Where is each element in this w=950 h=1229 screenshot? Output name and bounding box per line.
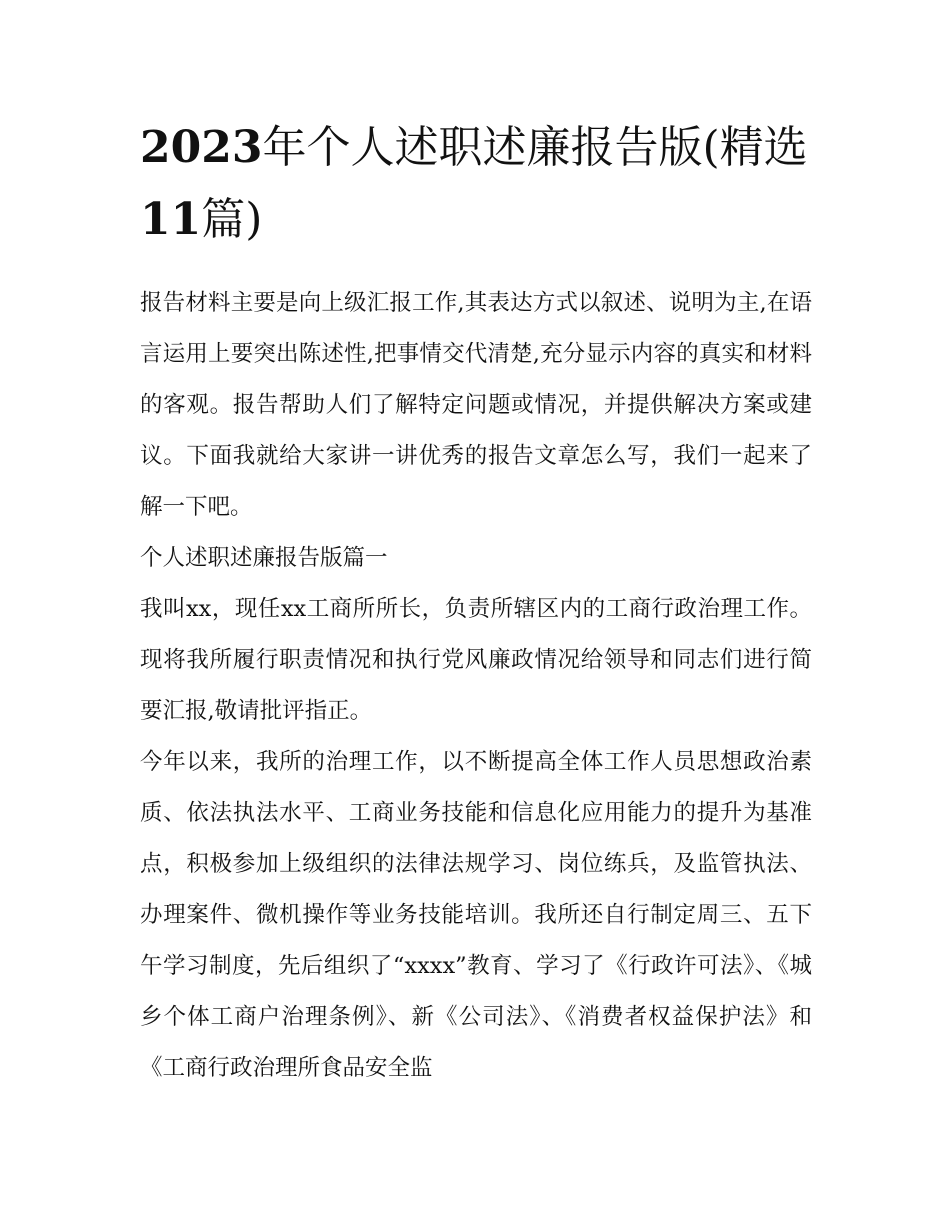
section-heading: 个人述职述廉报告版篇一 xyxy=(140,545,388,571)
title-text: 年个人述职述廉报告版(精选 xyxy=(262,122,808,173)
intro-paragraph: 报告材料主要是向上级汇报工作,其表达方式以叙述、说明为主,在语言运用上要突出陈述性,把事情交代清楚,充分显示内容的真实和材料的客观。报告帮助人们了解特定问题或情况，并提供解决方案或建议。下面我就给大家讲一讲优秀的报告文章怎么写，我们一起来了解一下吧。 xyxy=(140,290,812,520)
document-title xyxy=(140,112,812,256)
title-count: 11 xyxy=(140,194,202,245)
document-content xyxy=(140,112,812,1094)
title-suffix: 篇) xyxy=(201,194,263,245)
title-year: 2023 xyxy=(140,122,263,173)
body-paragraph-1: 我叫xx，现任xx工商所所长，负责所辖区内的工商行政治理工作。现将我所履行职责情况和执行党风廉政情况给领导和同志们进行简要汇报,敬请批评指正。 xyxy=(140,596,812,724)
body-paragraph-2: 今年以来，我所的治理工作，以不断提高全体工作人员思想政治素质、依法执法水平、工商业务技能和信息化应用能力的提升为基准点，积极参加上级组织的法律法规学习、岗位练兵，及监管执法、办理案件、微机操作等业务技能培训。我所还自行制定周三、五下午学习制度，先后组织了“xxxx”教育、学习了《行政许可法》、《城乡个体工商户治理条例》、新《公司法》、《消费者权益保护法》和《工商行政治理所食品安全监 xyxy=(140,749,812,1081)
